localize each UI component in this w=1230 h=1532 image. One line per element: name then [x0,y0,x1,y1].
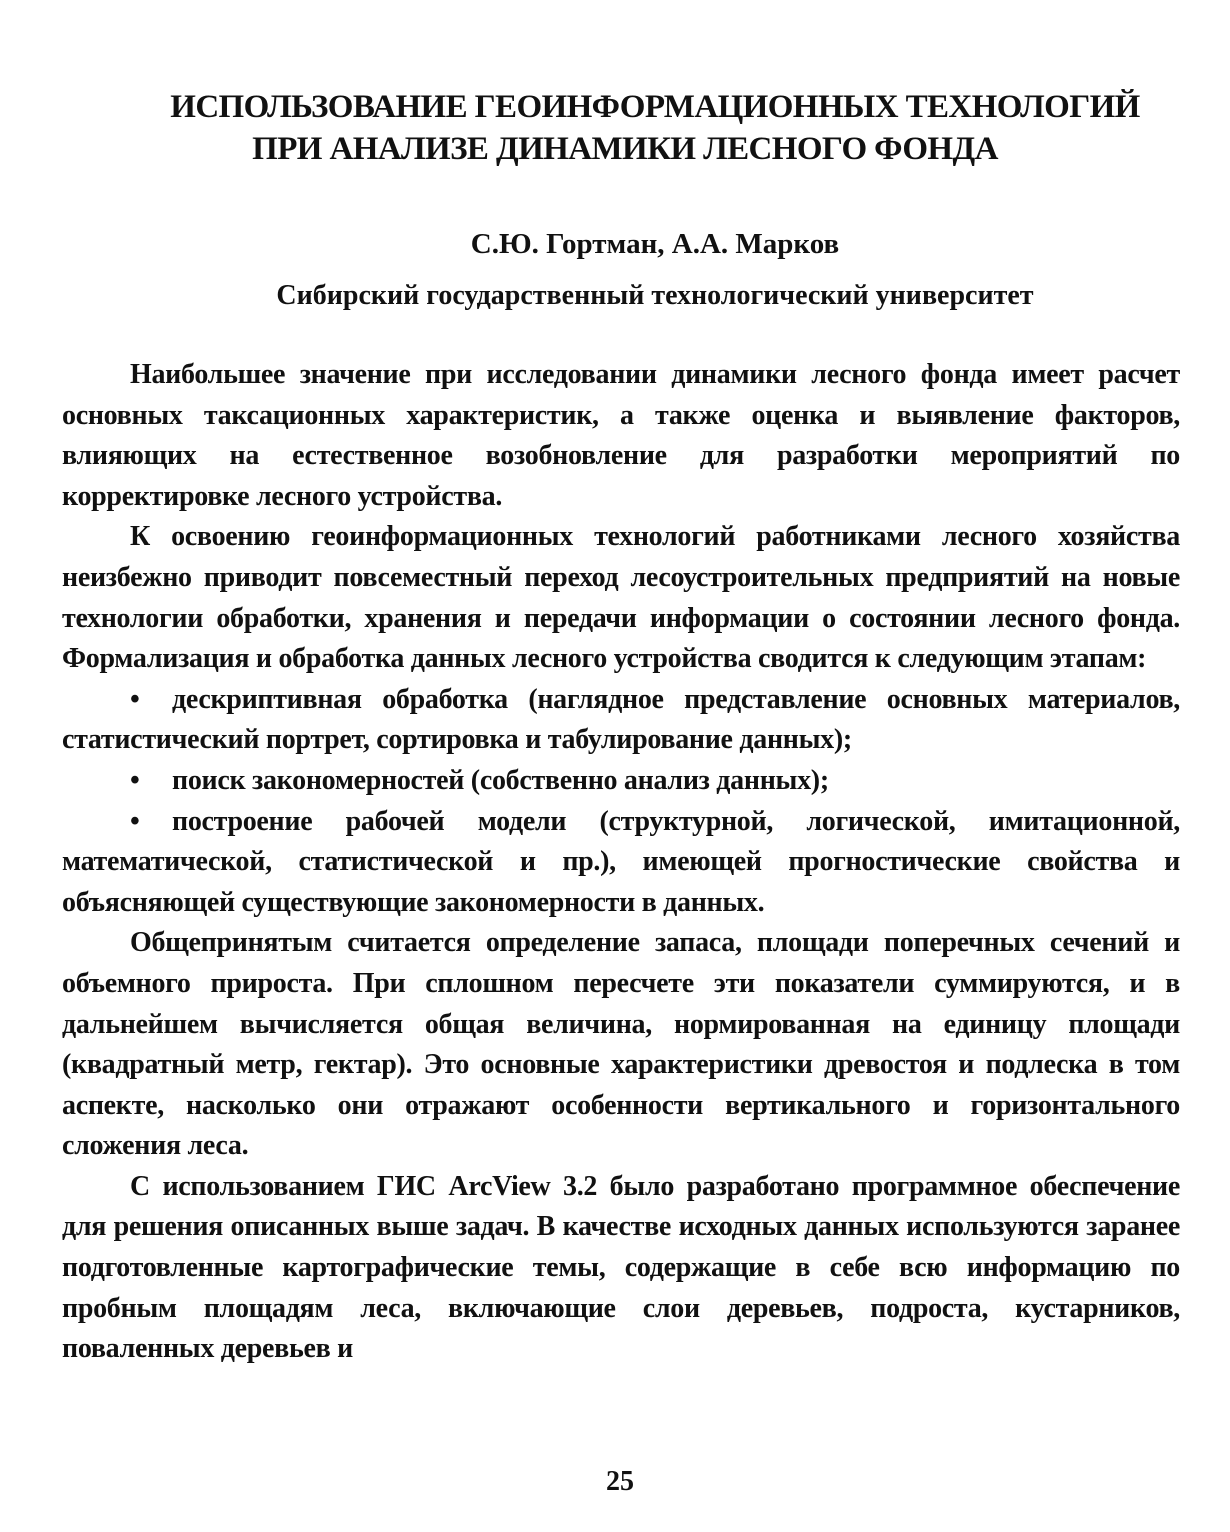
list-item [62,680,1180,761]
list-item [62,761,1180,802]
title-line-2: ПРИ АНАЛИЗЕ ДИНАМИКИ ЛЕСНОГО ФОНДА [252,131,998,167]
paragraph-2: К освоению геоинформационных технологий работниками лесного хозяйства неизбежно приводит повсеместный переход лесоустроительных предприятий на новые технологии обработки, хранения и передачи информации о состоянии лесного фонда. Формализация и обработка данных лесного устройства сводится к следующим этапам: [62,521,1180,675]
paragraph-1: Наибольшее значение при исследовании динамики лесного фонда имеет расчет основных таксационных характеристик, а также оценка и выявление факторов, влияющих на естественное возобновление для разработки мероприятий по корректировке лесного устройства. [62,359,1180,512]
bullet-icon: • [130,764,140,796]
stages-list [62,680,1180,924]
affiliation: Сибирский государственный технологический университет [276,280,1034,311]
authors: С.Ю. Гортман, А.А. Марков [470,228,840,260]
title-line-1: ИСПОЛЬЗОВАНИЕ ГЕОИНФОРМАЦИОННЫХ ТЕХНОЛОГИЙ [170,89,1140,125]
bullet-icon: • [130,683,140,715]
list-item [62,802,1180,924]
list-item-text: поиск закономерностей (собственно анализ данных); [172,764,829,796]
article-body [62,355,1180,1370]
list-item-text: дескриптивная обработка (наглядное представление основных материалов, статистический портрет, сортировка и табулирование данных); [62,683,1180,756]
list-item-text: построение рабочей модели (структурной, логической, имитационной, математической, статистической и пр.), имеющей прогностические свойства и объясняющей существующие закономерности в данных. [62,805,1180,918]
paragraph-3: Общепринятым считается определение запаса, площади поперечных сечений и объемного прироста. При сплошном пересчете эти показатели суммируются, и в дальнейшем вычисляется общая величина, нормированная на единицу площади (квадратный метр, гектар). Это основные характеристики древостоя и подлеска в том аспекте, насколько они отражают особенности вертикального и горизонтального сложения леса. [62,927,1180,1162]
paragraph-4: С использованием ГИС ArcView 3.2 было разработано программное обеспечение для решения описанных выше задач. В качестве исходных данных используются заранее подготовленные картографические темы, содержащие в себе всю информацию по пробным площадям леса, включающие слои деревьев, подроста, кустарников, поваленных деревьев и [62,1170,1180,1365]
bullet-icon: • [130,805,140,837]
page-number: 25 [606,1466,634,1497]
